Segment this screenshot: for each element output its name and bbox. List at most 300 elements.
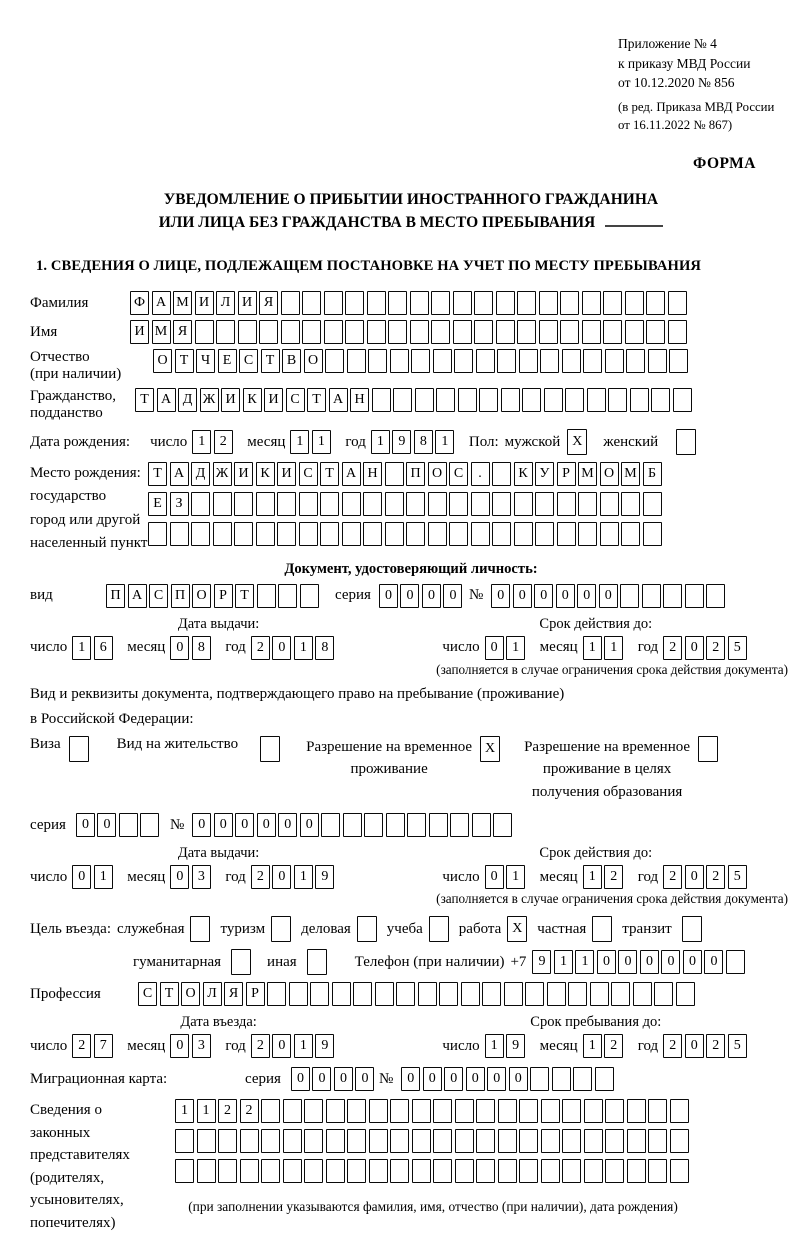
- char-cell[interactable]: [517, 291, 536, 315]
- char-cell[interactable]: Т: [135, 388, 154, 412]
- char-cell[interactable]: 2: [706, 865, 725, 889]
- char-cell[interactable]: [600, 492, 619, 516]
- char-cell[interactable]: 0: [257, 813, 276, 837]
- char-cell[interactable]: [668, 320, 687, 344]
- char-cell[interactable]: И: [238, 291, 257, 315]
- char-cell[interactable]: Р: [214, 584, 233, 608]
- char-cell[interactable]: [519, 1129, 538, 1153]
- char-cell[interactable]: И: [221, 388, 240, 412]
- char-cell[interactable]: [651, 388, 670, 412]
- char-cell[interactable]: [498, 1099, 517, 1123]
- char-cell[interactable]: 9: [315, 865, 334, 889]
- char-cell[interactable]: 0: [577, 584, 596, 608]
- char-cell[interactable]: Д: [178, 388, 197, 412]
- char-cell[interactable]: О: [181, 982, 200, 1006]
- char-cell[interactable]: [191, 492, 210, 516]
- char-cell[interactable]: [605, 1099, 624, 1123]
- char-cell[interactable]: 3: [192, 865, 211, 889]
- char-cell[interactable]: [363, 522, 382, 546]
- char-cell[interactable]: [271, 916, 291, 942]
- char-cell[interactable]: Т: [261, 349, 280, 373]
- char-cell[interactable]: А: [170, 462, 189, 486]
- char-cell[interactable]: К: [256, 462, 275, 486]
- char-cell[interactable]: .: [471, 462, 490, 486]
- char-cell[interactable]: 2: [251, 865, 270, 889]
- char-cell[interactable]: 0: [170, 636, 189, 660]
- char-cell[interactable]: [471, 522, 490, 546]
- char-cell[interactable]: 2: [218, 1099, 237, 1123]
- char-cell[interactable]: 0: [401, 1067, 420, 1091]
- char-cell[interactable]: [557, 492, 576, 516]
- char-cell[interactable]: 2: [240, 1099, 259, 1123]
- char-cell[interactable]: Л: [216, 291, 235, 315]
- char-cell[interactable]: [406, 492, 425, 516]
- char-cell[interactable]: 0: [76, 813, 95, 837]
- char-cell[interactable]: [347, 349, 366, 373]
- char-cell[interactable]: 0: [192, 813, 211, 837]
- char-cell[interactable]: [347, 1099, 366, 1123]
- char-cell[interactable]: 1: [506, 865, 525, 889]
- char-cell[interactable]: 2: [251, 1034, 270, 1058]
- char-cell[interactable]: [385, 522, 404, 546]
- char-cell[interactable]: М: [173, 291, 192, 315]
- char-cell[interactable]: [283, 1099, 302, 1123]
- char-cell[interactable]: [429, 916, 449, 942]
- char-cell[interactable]: [140, 813, 159, 837]
- char-cell[interactable]: [321, 813, 340, 837]
- char-cell[interactable]: [289, 982, 308, 1006]
- char-cell[interactable]: [240, 1129, 259, 1153]
- char-cell[interactable]: [342, 522, 361, 546]
- char-cell[interactable]: [256, 522, 275, 546]
- char-cell[interactable]: [396, 982, 415, 1006]
- char-cell[interactable]: У: [535, 462, 554, 486]
- char-cell[interactable]: 0: [485, 865, 504, 889]
- char-cell[interactable]: К: [243, 388, 262, 412]
- char-cell[interactable]: 0: [597, 950, 616, 974]
- char-cell[interactable]: [514, 492, 533, 516]
- char-cell[interactable]: 1: [312, 430, 331, 454]
- char-cell[interactable]: Ж: [213, 462, 232, 486]
- char-cell[interactable]: [646, 320, 665, 344]
- char-cell[interactable]: [519, 349, 538, 373]
- char-cell[interactable]: О: [304, 349, 323, 373]
- char-cell[interactable]: [582, 320, 601, 344]
- char-cell[interactable]: [605, 349, 624, 373]
- char-cell[interactable]: [410, 320, 429, 344]
- char-cell[interactable]: [431, 291, 450, 315]
- char-cell[interactable]: И: [277, 462, 296, 486]
- char-cell[interactable]: [324, 291, 343, 315]
- char-cell[interactable]: Я: [224, 982, 243, 1006]
- char-cell[interactable]: [461, 982, 480, 1006]
- char-cell[interactable]: 9: [506, 1034, 525, 1058]
- char-cell[interactable]: А: [152, 291, 171, 315]
- char-cell[interactable]: С: [449, 462, 468, 486]
- char-cell[interactable]: [539, 320, 558, 344]
- char-cell[interactable]: [642, 584, 661, 608]
- char-cell[interactable]: [418, 982, 437, 1006]
- char-cell[interactable]: [364, 813, 383, 837]
- char-cell[interactable]: [547, 982, 566, 1006]
- char-cell[interactable]: [197, 1129, 216, 1153]
- char-cell[interactable]: [304, 1099, 323, 1123]
- char-cell[interactable]: [648, 1129, 667, 1153]
- char-cell[interactable]: 2: [663, 1034, 682, 1058]
- char-cell[interactable]: [568, 982, 587, 1006]
- char-cell[interactable]: [670, 1099, 689, 1123]
- char-cell[interactable]: 1: [583, 865, 602, 889]
- char-cell[interactable]: 0: [278, 813, 297, 837]
- char-cell[interactable]: [698, 736, 718, 762]
- char-cell[interactable]: 7: [94, 1034, 113, 1058]
- char-cell[interactable]: [449, 492, 468, 516]
- char-cell[interactable]: [670, 1129, 689, 1153]
- char-cell[interactable]: [261, 1099, 280, 1123]
- char-cell[interactable]: [353, 982, 372, 1006]
- char-cell[interactable]: Т: [148, 462, 167, 486]
- char-cell[interactable]: [625, 320, 644, 344]
- char-cell[interactable]: 2: [214, 430, 233, 454]
- char-cell[interactable]: [472, 813, 491, 837]
- char-cell[interactable]: [562, 349, 581, 373]
- char-cell[interactable]: [428, 522, 447, 546]
- char-cell[interactable]: П: [106, 584, 125, 608]
- char-cell[interactable]: 1: [94, 865, 113, 889]
- char-cell[interactable]: 0: [509, 1067, 528, 1091]
- char-cell[interactable]: [357, 916, 377, 942]
- char-cell[interactable]: 0: [556, 584, 575, 608]
- char-cell[interactable]: [578, 522, 597, 546]
- char-cell[interactable]: [663, 584, 682, 608]
- char-cell[interactable]: З: [170, 492, 189, 516]
- char-cell[interactable]: 0: [485, 636, 504, 660]
- char-cell[interactable]: 1: [435, 430, 454, 454]
- char-cell[interactable]: [449, 522, 468, 546]
- char-cell[interactable]: 8: [192, 636, 211, 660]
- char-cell[interactable]: [676, 982, 695, 1006]
- char-cell[interactable]: [514, 522, 533, 546]
- char-cell[interactable]: [493, 813, 512, 837]
- char-cell[interactable]: Т: [320, 462, 339, 486]
- char-cell[interactable]: М: [578, 462, 597, 486]
- char-cell[interactable]: [238, 320, 257, 344]
- char-cell[interactable]: [530, 1067, 549, 1091]
- char-cell[interactable]: [587, 388, 606, 412]
- char-cell[interactable]: [436, 388, 455, 412]
- char-cell[interactable]: [582, 291, 601, 315]
- char-cell[interactable]: 0: [704, 950, 723, 974]
- char-cell[interactable]: [299, 492, 318, 516]
- char-cell[interactable]: 0: [423, 1067, 442, 1091]
- char-cell[interactable]: 0: [443, 584, 462, 608]
- char-cell[interactable]: [476, 349, 495, 373]
- char-cell[interactable]: [455, 1099, 474, 1123]
- char-cell[interactable]: 1: [583, 636, 602, 660]
- char-cell[interactable]: 2: [251, 636, 270, 660]
- char-cell[interactable]: 0: [170, 865, 189, 889]
- char-cell[interactable]: 5: [728, 636, 747, 660]
- char-cell[interactable]: А: [342, 462, 361, 486]
- char-cell[interactable]: [428, 492, 447, 516]
- char-cell[interactable]: [627, 1099, 646, 1123]
- char-cell[interactable]: [584, 1129, 603, 1153]
- char-cell[interactable]: [213, 492, 232, 516]
- char-cell[interactable]: 0: [379, 584, 398, 608]
- char-cell[interactable]: [369, 1099, 388, 1123]
- char-cell[interactable]: [562, 1099, 581, 1123]
- char-cell[interactable]: [433, 1099, 452, 1123]
- char-cell[interactable]: Е: [218, 349, 237, 373]
- char-cell[interactable]: [407, 813, 426, 837]
- char-cell[interactable]: И: [234, 462, 253, 486]
- char-cell[interactable]: М: [621, 462, 640, 486]
- char-cell[interactable]: С: [299, 462, 318, 486]
- char-cell[interactable]: 1: [506, 636, 525, 660]
- char-cell[interactable]: 0: [683, 950, 702, 974]
- char-cell[interactable]: И: [130, 320, 149, 344]
- char-cell[interactable]: [471, 492, 490, 516]
- char-cell[interactable]: [583, 349, 602, 373]
- char-cell[interactable]: [433, 349, 452, 373]
- char-cell[interactable]: [390, 349, 409, 373]
- char-cell[interactable]: [453, 320, 472, 344]
- char-cell[interactable]: [676, 429, 696, 455]
- char-cell[interactable]: 2: [663, 636, 682, 660]
- char-cell[interactable]: [433, 1129, 452, 1153]
- char-cell[interactable]: [367, 320, 386, 344]
- char-cell[interactable]: [388, 320, 407, 344]
- char-cell[interactable]: [621, 492, 640, 516]
- char-cell[interactable]: С: [149, 584, 168, 608]
- char-cell[interactable]: [256, 492, 275, 516]
- char-cell[interactable]: [620, 584, 639, 608]
- char-cell[interactable]: 0: [534, 584, 553, 608]
- char-cell[interactable]: [590, 982, 609, 1006]
- char-cell[interactable]: 0: [487, 1067, 506, 1091]
- char-cell[interactable]: [578, 492, 597, 516]
- char-cell[interactable]: [410, 291, 429, 315]
- char-cell[interactable]: Ж: [200, 388, 219, 412]
- char-cell[interactable]: [544, 388, 563, 412]
- char-cell[interactable]: [302, 320, 321, 344]
- char-cell[interactable]: [474, 291, 493, 315]
- char-cell[interactable]: [347, 1129, 366, 1153]
- char-cell[interactable]: [492, 462, 511, 486]
- char-cell[interactable]: [345, 291, 364, 315]
- char-cell[interactable]: Н: [350, 388, 369, 412]
- char-cell[interactable]: [386, 813, 405, 837]
- char-cell[interactable]: [367, 291, 386, 315]
- char-cell[interactable]: 0: [72, 865, 91, 889]
- char-cell[interactable]: Д: [191, 462, 210, 486]
- char-cell[interactable]: [517, 320, 536, 344]
- char-cell[interactable]: [325, 349, 344, 373]
- char-cell[interactable]: [190, 916, 210, 942]
- char-cell[interactable]: А: [128, 584, 147, 608]
- char-cell[interactable]: [343, 813, 362, 837]
- char-cell[interactable]: Р: [557, 462, 576, 486]
- char-cell[interactable]: [148, 522, 167, 546]
- char-cell[interactable]: 2: [604, 1034, 623, 1058]
- char-cell[interactable]: Т: [307, 388, 326, 412]
- char-cell[interactable]: [439, 982, 458, 1006]
- char-cell[interactable]: [646, 291, 665, 315]
- char-cell[interactable]: [213, 522, 232, 546]
- char-cell[interactable]: [326, 1099, 345, 1123]
- char-cell[interactable]: 8: [414, 430, 433, 454]
- char-cell[interactable]: 9: [315, 1034, 334, 1058]
- char-cell[interactable]: О: [600, 462, 619, 486]
- char-cell[interactable]: [234, 522, 253, 546]
- char-cell[interactable]: [195, 320, 214, 344]
- char-cell[interactable]: [540, 349, 559, 373]
- char-cell[interactable]: [522, 388, 541, 412]
- char-cell[interactable]: [557, 522, 576, 546]
- char-cell[interactable]: 0: [272, 865, 291, 889]
- char-cell[interactable]: [605, 1129, 624, 1153]
- char-cell[interactable]: [600, 522, 619, 546]
- char-cell[interactable]: М: [152, 320, 171, 344]
- char-cell[interactable]: [492, 522, 511, 546]
- char-cell[interactable]: [278, 584, 297, 608]
- char-cell[interactable]: [412, 1129, 431, 1153]
- char-cell[interactable]: 0: [400, 584, 419, 608]
- char-cell[interactable]: [584, 1099, 603, 1123]
- char-cell[interactable]: [630, 388, 649, 412]
- char-cell[interactable]: [320, 492, 339, 516]
- char-cell[interactable]: [260, 736, 280, 762]
- char-cell[interactable]: [345, 320, 364, 344]
- char-cell[interactable]: [668, 291, 687, 315]
- char-cell[interactable]: [429, 813, 448, 837]
- char-cell[interactable]: [388, 291, 407, 315]
- char-cell[interactable]: [326, 1129, 345, 1153]
- char-cell[interactable]: [261, 1129, 280, 1153]
- char-cell[interactable]: 2: [706, 636, 725, 660]
- char-cell[interactable]: [310, 982, 329, 1006]
- char-cell[interactable]: 1: [175, 1099, 194, 1123]
- char-cell[interactable]: [257, 584, 276, 608]
- char-cell[interactable]: 2: [706, 1034, 725, 1058]
- char-cell[interactable]: 0: [618, 950, 637, 974]
- char-cell[interactable]: [119, 813, 138, 837]
- char-cell[interactable]: [519, 1099, 538, 1123]
- char-cell[interactable]: [234, 492, 253, 516]
- char-cell[interactable]: [643, 522, 662, 546]
- char-cell[interactable]: [627, 1129, 646, 1153]
- char-cell[interactable]: 1: [192, 430, 211, 454]
- char-cell[interactable]: [685, 584, 704, 608]
- char-cell[interactable]: О: [192, 584, 211, 608]
- char-cell[interactable]: О: [153, 349, 172, 373]
- char-cell[interactable]: [603, 291, 622, 315]
- char-cell[interactable]: [504, 982, 523, 1006]
- char-cell[interactable]: [682, 916, 702, 942]
- char-cell[interactable]: А: [157, 388, 176, 412]
- char-cell[interactable]: [450, 813, 469, 837]
- char-cell[interactable]: [302, 291, 321, 315]
- char-cell[interactable]: 0: [291, 1067, 310, 1091]
- char-cell[interactable]: 0: [640, 950, 659, 974]
- char-cell[interactable]: 1: [197, 1099, 216, 1123]
- char-cell[interactable]: [231, 949, 251, 975]
- char-cell[interactable]: 1: [583, 1034, 602, 1058]
- char-cell[interactable]: [608, 388, 627, 412]
- char-cell[interactable]: Р: [246, 982, 265, 1006]
- char-cell[interactable]: [458, 388, 477, 412]
- char-cell[interactable]: И: [195, 291, 214, 315]
- char-cell[interactable]: [307, 949, 327, 975]
- char-cell[interactable]: 3: [192, 1034, 211, 1058]
- char-cell[interactable]: 1: [290, 430, 309, 454]
- char-cell[interactable]: 1: [294, 865, 313, 889]
- char-cell[interactable]: 1: [294, 636, 313, 660]
- char-cell[interactable]: [669, 349, 688, 373]
- char-cell[interactable]: [277, 492, 296, 516]
- char-cell[interactable]: [562, 1129, 581, 1153]
- char-cell[interactable]: Л: [203, 982, 222, 1006]
- char-cell[interactable]: [406, 522, 425, 546]
- char-cell[interactable]: 0: [214, 813, 233, 837]
- char-cell[interactable]: [332, 982, 351, 1006]
- char-cell[interactable]: [560, 320, 579, 344]
- char-cell[interactable]: 9: [532, 950, 551, 974]
- char-cell[interactable]: [170, 522, 189, 546]
- char-cell[interactable]: [535, 492, 554, 516]
- char-cell[interactable]: 1: [554, 950, 573, 974]
- char-cell[interactable]: 9: [392, 430, 411, 454]
- char-cell[interactable]: [525, 982, 544, 1006]
- char-cell[interactable]: О: [428, 462, 447, 486]
- char-cell[interactable]: Т: [175, 349, 194, 373]
- char-cell[interactable]: 1: [72, 636, 91, 660]
- char-cell[interactable]: Я: [259, 291, 278, 315]
- char-cell[interactable]: 0: [491, 584, 510, 608]
- char-cell[interactable]: [342, 492, 361, 516]
- char-cell[interactable]: Н: [363, 462, 382, 486]
- char-cell[interactable]: 0: [334, 1067, 353, 1091]
- char-cell[interactable]: [541, 1129, 560, 1153]
- char-cell[interactable]: [281, 320, 300, 344]
- char-cell[interactable]: [69, 736, 89, 762]
- char-cell[interactable]: Е: [148, 492, 167, 516]
- char-cell[interactable]: [603, 320, 622, 344]
- char-cell[interactable]: [643, 492, 662, 516]
- char-cell[interactable]: [191, 522, 210, 546]
- char-cell[interactable]: [363, 492, 382, 516]
- char-cell[interactable]: [474, 320, 493, 344]
- char-cell[interactable]: [496, 291, 515, 315]
- char-cell[interactable]: 0: [170, 1034, 189, 1058]
- char-cell[interactable]: А: [329, 388, 348, 412]
- char-cell[interactable]: [324, 320, 343, 344]
- char-cell[interactable]: [299, 522, 318, 546]
- char-cell[interactable]: [304, 1129, 323, 1153]
- char-cell[interactable]: 1: [575, 950, 594, 974]
- char-cell[interactable]: 1: [485, 1034, 504, 1058]
- char-cell[interactable]: Я: [173, 320, 192, 344]
- char-cell[interactable]: [673, 388, 692, 412]
- char-cell[interactable]: Ф: [130, 291, 149, 315]
- char-cell[interactable]: [216, 320, 235, 344]
- char-cell[interactable]: [492, 492, 511, 516]
- char-cell[interactable]: [454, 349, 473, 373]
- char-cell[interactable]: X: [507, 916, 527, 942]
- char-cell[interactable]: [496, 320, 515, 344]
- char-cell[interactable]: [283, 1129, 302, 1153]
- char-cell[interactable]: [565, 388, 584, 412]
